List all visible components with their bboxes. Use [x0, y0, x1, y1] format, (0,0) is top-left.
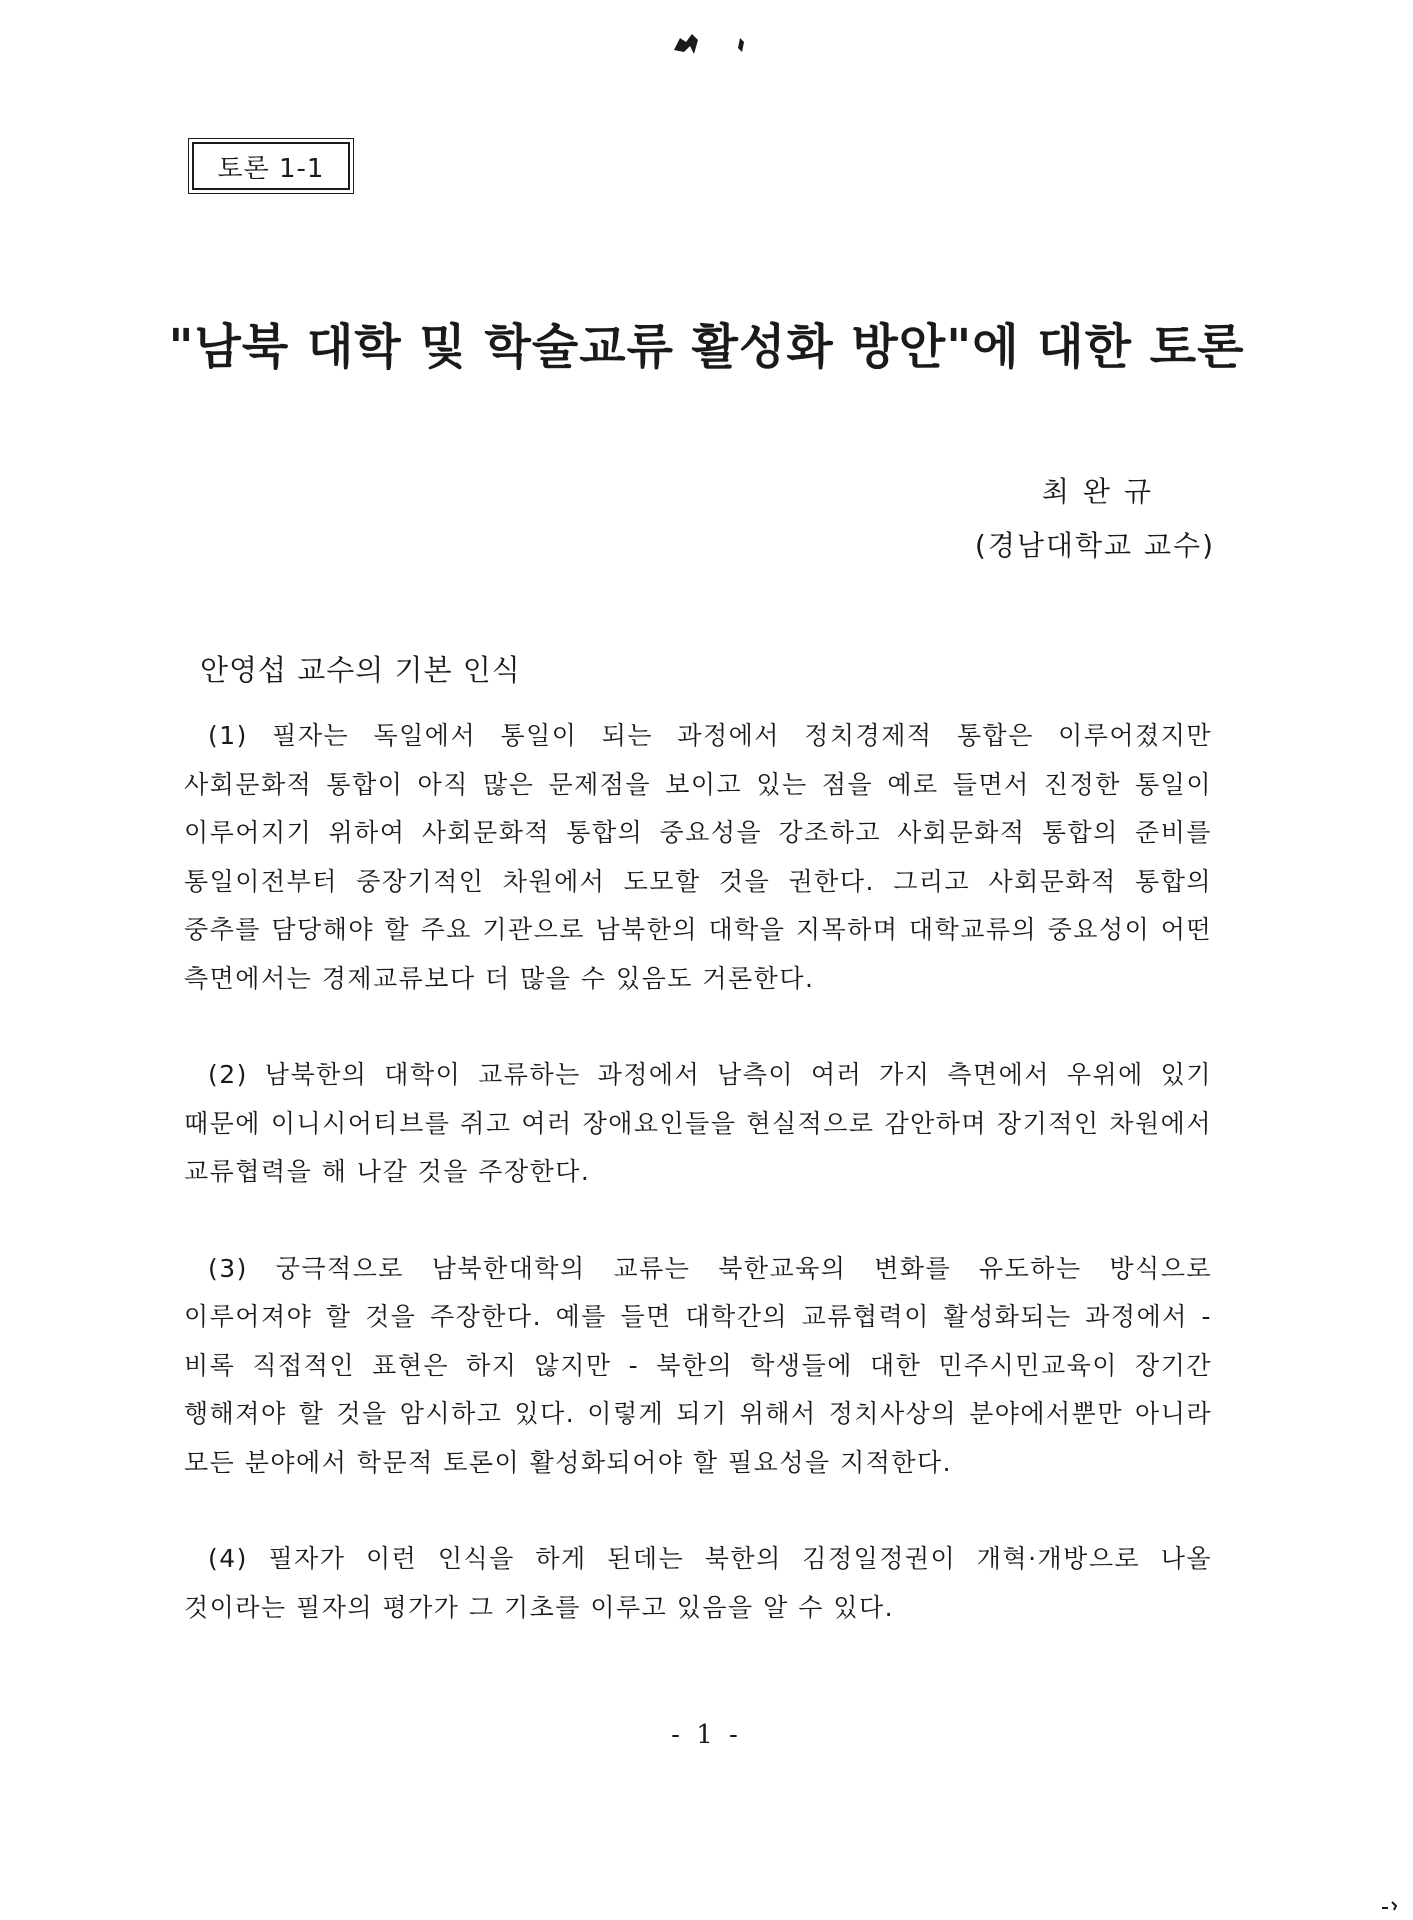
- document-label-box: [192, 142, 350, 190]
- scan-artifact-corner: [1380, 1898, 1404, 1912]
- paragraph-2: (2) 남북한의 대학이 교류하는 과정에서 남측이 여러 가지 측면에서 우위에 있기 때문에 이니시어티브를 쥐고 여러 장애요인들을 현실적으로 감안하며 장기적인 차원에서 교류협력을 해 나갈 것을 주장한다.: [184, 1060, 1212, 1186]
- document-label: 토론 1-1: [217, 153, 325, 184]
- paragraph-1: (1) 필자는 독일에서 통일이 되는 과정에서 정치경제적 통합은 이루어졌지만 사회문화적 통합이 아직 많은 문제점을 보이고 있는 점을 예로 들면서 진정한 통일이 이루어지기 위하여 사회문화적 통합의 중요성을 강조하고 사회문화적 통합의 준비를 통일이전부터 중장기적인 차원에서 도모할 것을 권한다. 그리고 사회문화적 통합의 중추를 담당해야 할 주요 기관으로 남북한의 대학을 지목하며 대학교류의 중요성이 어떤 측면에서는 경제교류보다 더 많을 수 있음도 거론한다.: [184, 721, 1212, 993]
- page-number: - 1 -: [671, 1720, 742, 1750]
- paragraph-4: (4) 필자가 이런 인식을 하게 된데는 북한의 김정일정권이 개혁·개방으로 나올 것이라는 필자의 평가가 그 기초를 이루고 있음을 알 수 있다.: [184, 1544, 1212, 1622]
- body-text: [184, 712, 1212, 1680]
- author-affiliation: (경남대학교 교수): [974, 529, 1215, 562]
- document-title: "남북 대학 및 학술교류 활성화 방안"에 대한 토론: [168, 319, 1245, 375]
- section-heading: 안영섭 교수의 기본 인식: [200, 653, 521, 687]
- scan-artifact-mark: [672, 28, 762, 58]
- paragraph-3: (3) 궁극적으로 남북한대학의 교류는 북한교육의 변화를 유도하는 방식으로 이루어져야 할 것을 주장한다. 예를 들면 대학간의 교류협력이 활성화되는 과정에서 - 비록 직접적인 표현은 하지 않지만 - 북한의 학생들에 대한 민주시민교육이 장기간 행해져야 할 것을 암시하고 있다. 이렇게 되기 위해서 정치사상의 분야에서뿐만 아니라 모든 분야에서 학문적 토론이 활성화되어야 할 필요성을 지적한다.: [184, 1253, 1212, 1477]
- author-name: 최완규: [1041, 475, 1165, 508]
